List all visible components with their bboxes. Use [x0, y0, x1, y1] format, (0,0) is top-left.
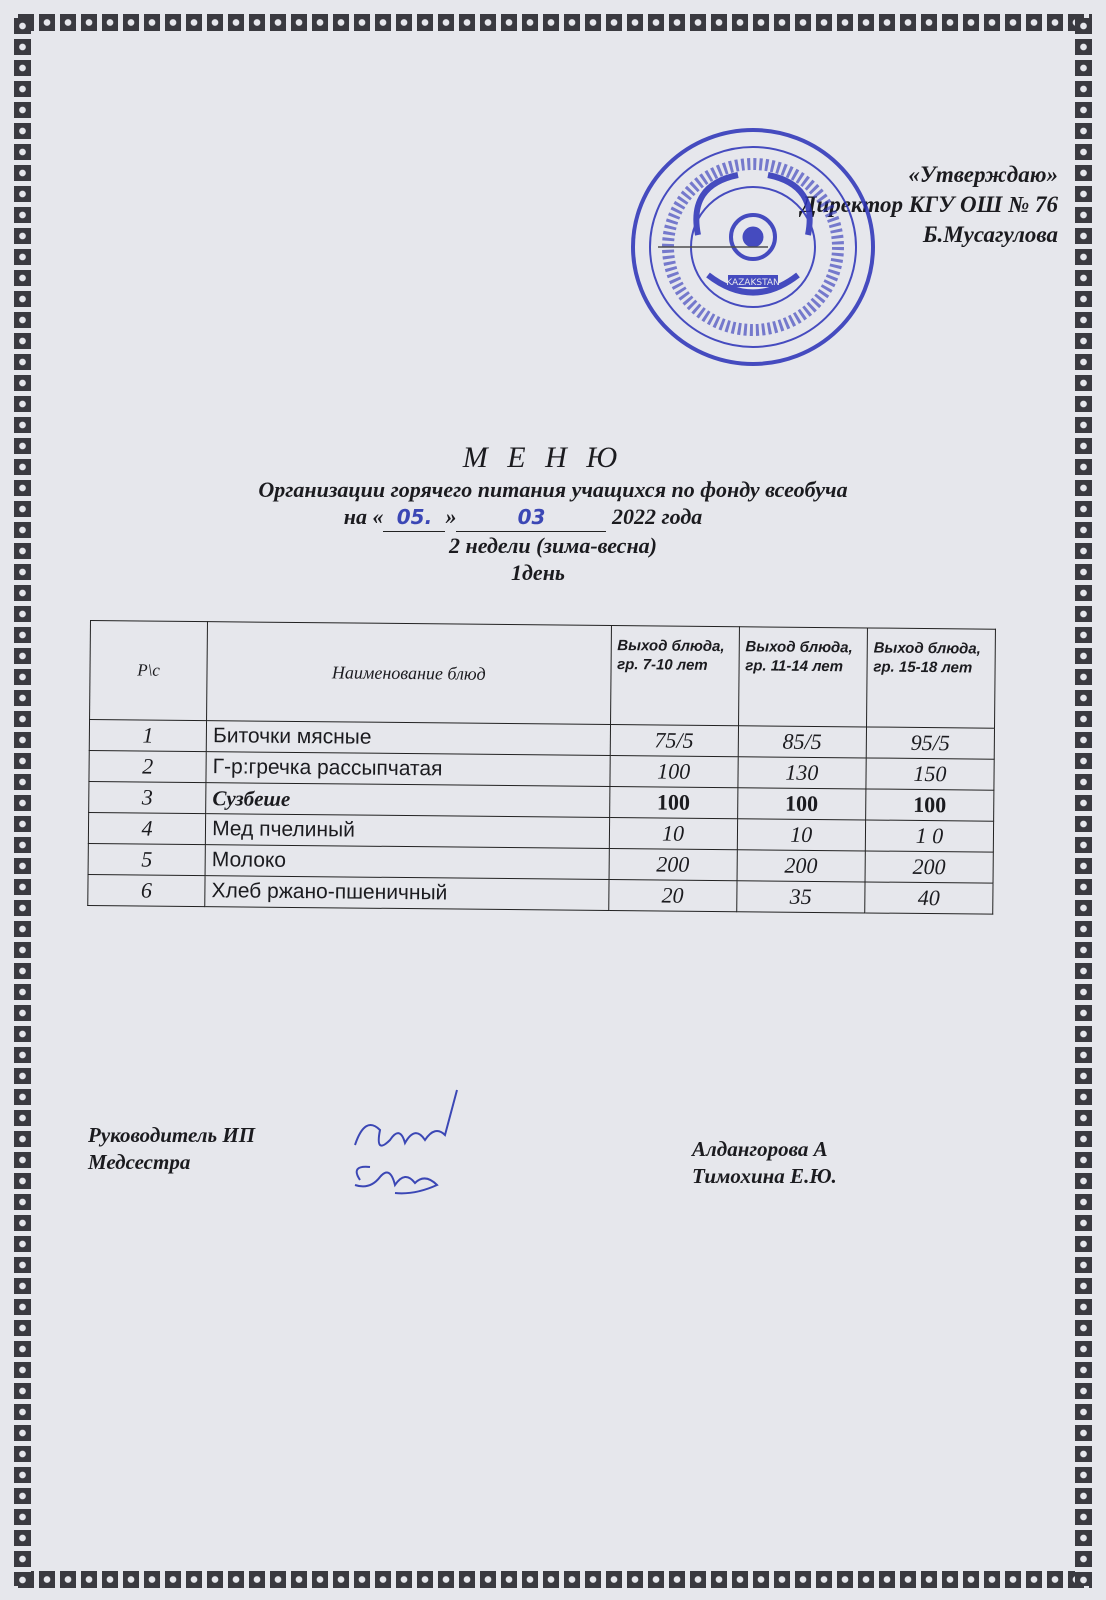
date-year: 2022 года	[611, 504, 703, 529]
menu-subtitle: Организации горячего питания учащихся по фонду всеобуча	[258, 477, 848, 502]
portion-7-10: 200	[609, 848, 737, 880]
decorative-border-left	[14, 18, 31, 1586]
table-header-row	[90, 621, 996, 729]
portion-15-18: 150	[866, 758, 994, 790]
dish-name: Молоко	[205, 845, 609, 880]
date-mid: »	[445, 504, 457, 529]
role-manager: Руководитель ИП	[88, 1123, 256, 1147]
role-nurse: Медсестра	[88, 1150, 191, 1174]
header-portion-7-10: Выход блюда, гр. 7-10 лет	[610, 626, 739, 726]
dish-name: Мед пчелиный	[205, 814, 609, 849]
portion-7-10: 20	[608, 879, 736, 911]
decorative-border-bottom	[18, 1571, 1092, 1588]
portion-11-14: 35	[736, 881, 864, 913]
menu-week: 2 недели (зима-весна)	[449, 533, 657, 558]
name-nurse: Тимохина Е.Ю.	[692, 1164, 837, 1188]
portion-11-14: 130	[738, 757, 866, 789]
dish-name: Хлеб ржано-пшеничный	[205, 876, 609, 911]
header-dish-name: Наименование блюд	[207, 622, 611, 725]
portion-11-14: 100	[737, 788, 865, 820]
approval-position: Директор КГУ ОШ № 76	[800, 192, 1058, 217]
stamp-text: KAZAKSTAN	[726, 278, 780, 288]
decorative-border-right	[1075, 18, 1092, 1586]
row-number: 4	[88, 812, 205, 844]
portion-7-10: 10	[609, 817, 737, 849]
dish-name: Г-р:гречка рассыпчатая	[206, 752, 610, 787]
row-number: 2	[89, 750, 206, 782]
menu-table	[87, 620, 996, 915]
portion-15-18: 95/5	[866, 727, 994, 759]
row-number: 6	[88, 874, 205, 906]
date-day: 05.	[383, 504, 445, 532]
row-number: 3	[89, 781, 206, 813]
portion-7-10: 75/5	[610, 724, 738, 756]
menu-date	[0, 503, 1106, 532]
approval-label: «Утверждаю»	[908, 162, 1058, 187]
name-manager: Алдангорова А	[692, 1137, 828, 1161]
portion-15-18: 200	[865, 851, 993, 883]
dish-name: Сузбеше	[206, 783, 610, 818]
portion-11-14: 10	[737, 819, 865, 851]
official-stamp	[628, 125, 878, 370]
approval-name: Б.Мусагулова	[922, 222, 1058, 247]
footer-names	[692, 1136, 837, 1190]
header-portion-15-18: Выход блюда, гр. 15-18 лет	[866, 628, 995, 728]
menu-heading: М Е Н Ю	[462, 441, 624, 474]
menu-day: 1день	[511, 560, 565, 585]
row-number: 5	[88, 843, 205, 875]
header-number: Р\с	[90, 621, 208, 721]
date-prefix: на «	[343, 504, 384, 529]
portion-7-10: 100	[609, 786, 737, 818]
document-title-block	[0, 440, 1106, 586]
portion-11-14: 85/5	[738, 726, 866, 758]
portion-11-14: 200	[737, 850, 865, 882]
decorative-border-top	[18, 14, 1092, 31]
header-portion-11-14: Выход блюда, гр. 11-14 лет	[738, 627, 867, 727]
dish-name: Биточки мясные	[206, 721, 610, 756]
row-number: 1	[89, 720, 206, 752]
portion-15-18: 1 0	[865, 820, 993, 852]
handwritten-signatures	[345, 1085, 465, 1205]
portion-7-10: 100	[609, 755, 737, 787]
date-month: 03	[456, 504, 606, 532]
portion-15-18: 40	[865, 882, 993, 914]
portion-15-18: 100	[865, 789, 993, 821]
footer-roles	[88, 1122, 255, 1176]
